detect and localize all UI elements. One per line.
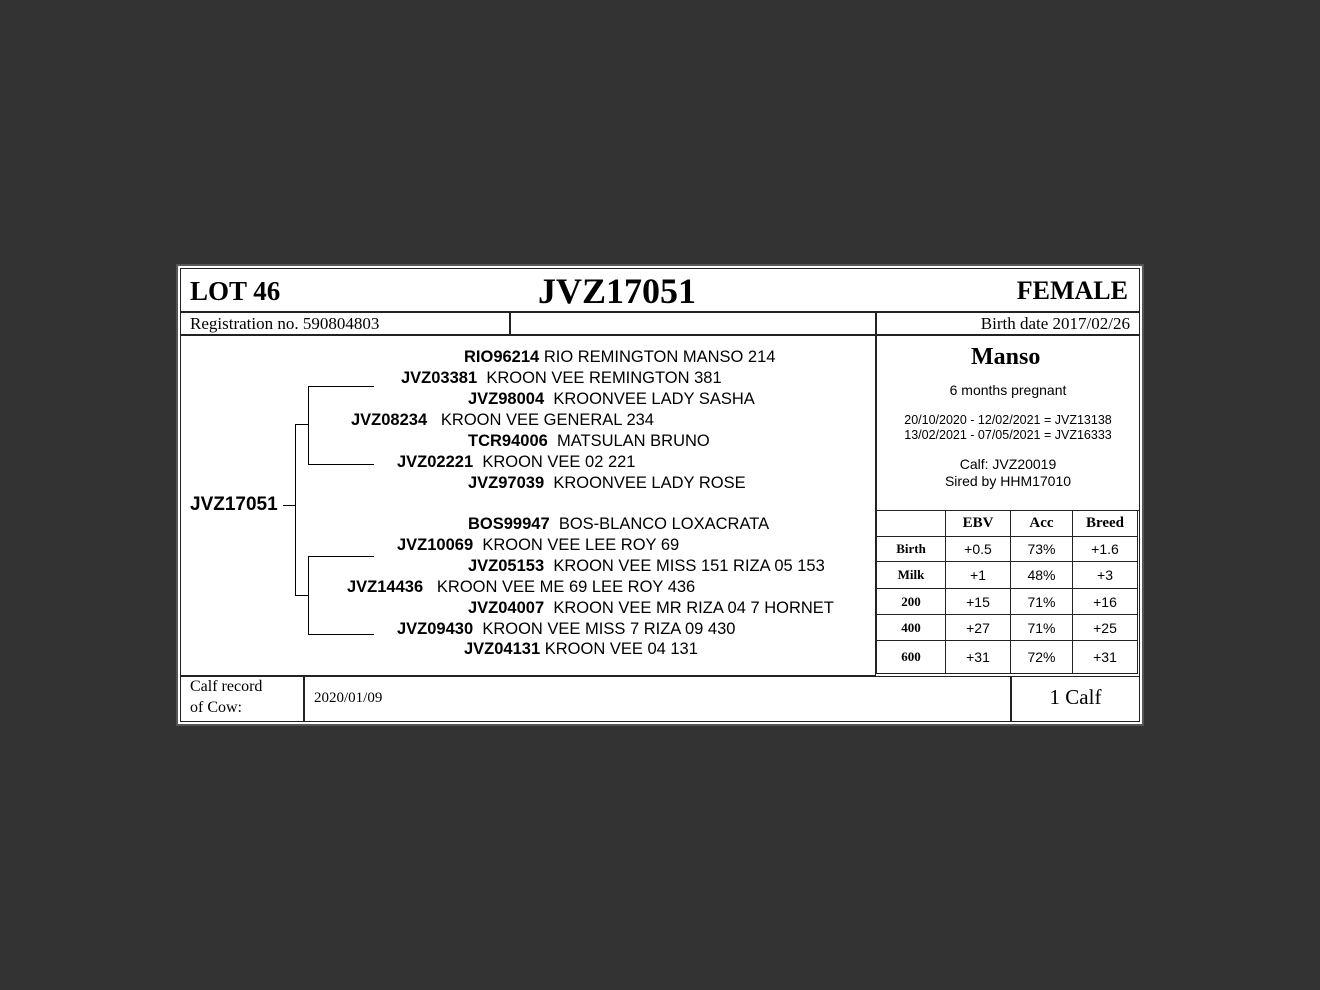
ebv-value: +0.5 — [946, 537, 1011, 562]
calf-count: 1 Calf — [1049, 685, 1102, 709]
table-row — [877, 641, 1138, 674]
pedigree-line — [308, 556, 374, 557]
ebv-header-row — [877, 511, 1138, 537]
pedigree-sire — [351, 411, 654, 430]
table-row — [877, 537, 1138, 562]
animal-name: KROON VEE MISS 7 RIZA 09 430 — [482, 620, 736, 638]
pedigree-dam-sire-dam — [468, 557, 825, 576]
lot-card — [176, 264, 1144, 726]
pedigree-dam-sire — [397, 536, 679, 555]
pedigree-sire-dam-dam — [468, 474, 746, 493]
animal-name: KROON VEE 04 131 — [544, 640, 698, 658]
row-label: 200 — [877, 589, 946, 615]
breed-value: +31 — [1073, 641, 1138, 674]
animal-id: JVZ97039 — [468, 474, 545, 492]
pedigree-dam-dam-sire — [468, 599, 834, 618]
pedigree-dam-sire-sire — [468, 515, 769, 534]
row-label: Milk — [877, 562, 946, 589]
animal-name: KROONVEE LADY SASHA — [553, 390, 755, 408]
animal-name: KROON VEE ME 69 LEE ROY 436 — [436, 578, 696, 596]
pedigree-sire-sire-sire — [464, 348, 775, 367]
animal-name: KROONVEE LADY ROSE — [553, 474, 746, 492]
animal-id: JVZ02221 — [397, 453, 474, 471]
pedigree-dam-dam — [397, 620, 735, 639]
registration-middle-cell — [510, 312, 876, 335]
animal-id: JVZ04131 — [464, 640, 541, 658]
pedigree-line — [308, 556, 309, 634]
pedigree-sire-dam — [397, 453, 636, 472]
pedigree-subject: JVZ17051 — [190, 494, 278, 515]
sex-label: FEMALE — [1016, 276, 1128, 305]
table-row — [877, 589, 1138, 615]
calf-id: Calf: JVZ20019 — [959, 456, 1057, 472]
animal-id: JVZ08234 — [351, 411, 428, 429]
animal-name: KROON VEE LEE ROY 69 — [482, 536, 680, 554]
breed-name: Manso — [971, 344, 1041, 370]
animal-id: BOS99947 — [468, 515, 550, 533]
pedigree-sire-sire-dam — [468, 390, 755, 409]
animal-name: MATSULAN BRUNO — [556, 432, 710, 450]
pedigree-sire-dam-sire — [468, 432, 710, 451]
column-header: Breed — [1073, 511, 1138, 537]
table-corner — [877, 511, 946, 537]
row-label: 600 — [877, 641, 946, 674]
column-header: EBV — [946, 511, 1011, 537]
animal-id: JVZ14436 — [347, 578, 424, 596]
breed-value: +1.6 — [1073, 537, 1138, 562]
animal-id-title: JVZ17051 — [538, 271, 697, 311]
acc-value: 71% — [1011, 589, 1073, 615]
pedigree-line — [308, 634, 374, 635]
acc-value: 48% — [1011, 562, 1073, 589]
calf-record-dates-cell — [304, 676, 1011, 722]
breed-value: +25 — [1073, 615, 1138, 641]
animal-name: RIO REMINGTON MANSO 214 — [543, 348, 776, 366]
animal-id: JVZ09430 — [397, 620, 474, 638]
ebv-value: +1 — [946, 562, 1011, 589]
pedigree-line — [308, 386, 374, 387]
animal-id: RIO96214 — [464, 348, 540, 366]
lot-number: LOT 46 — [190, 276, 281, 306]
row-label: 400 — [877, 615, 946, 641]
calf-record-label-line1: Calf record — [190, 678, 263, 695]
pedigree-line — [283, 505, 295, 506]
animal-name: BOS-BLANCO LOXACRATA — [558, 515, 770, 533]
birth-date: Birth date 2017/02/26 — [980, 314, 1130, 333]
acc-value: 72% — [1011, 641, 1073, 674]
service-period-2: 13/02/2021 - 07/05/2021 = JVZ16333 — [904, 428, 1112, 442]
ebv-value: +27 — [946, 615, 1011, 641]
animal-id: JVZ05153 — [468, 557, 545, 575]
animal-id: TCR94006 — [468, 432, 548, 450]
animal-name: KROON VEE 02 221 — [482, 453, 636, 471]
breed-value: +16 — [1073, 589, 1138, 615]
ebv-value: +31 — [946, 641, 1011, 674]
pedigree-sire-sire — [401, 369, 722, 388]
sired-by: Sired by HHM17010 — [944, 473, 1072, 489]
animal-name: KROON VEE REMINGTON 381 — [486, 369, 722, 387]
row-label: Birth — [877, 537, 946, 562]
pedigree-dam-dam-dam — [464, 640, 698, 659]
acc-value: 73% — [1011, 537, 1073, 562]
ebv-value: +15 — [946, 589, 1011, 615]
animal-id: JVZ04007 — [468, 599, 545, 617]
pregnancy-status: 6 months pregnant — [949, 382, 1067, 398]
pedigree-line — [308, 464, 374, 465]
animal-id: JVZ98004 — [468, 390, 545, 408]
breed-value: +3 — [1073, 562, 1138, 589]
animal-id: JVZ10069 — [397, 536, 474, 554]
animal-name: KROON VEE GENERAL 234 — [440, 411, 654, 429]
animal-name: KROON VEE MR RIZA 04 7 HORNET — [553, 599, 834, 617]
table-row — [877, 615, 1138, 641]
column-header: Acc — [1011, 511, 1073, 537]
registration-number: Registration no. 590804803 — [190, 314, 380, 333]
calf-record-label-line2: of Cow: — [190, 699, 242, 716]
table-row — [877, 562, 1138, 589]
pedigree-line — [308, 386, 309, 464]
calf-record-dates: 2020/01/09 — [314, 690, 383, 706]
pedigree-dam — [347, 578, 695, 597]
animal-name: KROON VEE MISS 151 RIZA 05 153 — [553, 557, 825, 575]
pedigree-line — [295, 424, 308, 425]
acc-value: 71% — [1011, 615, 1073, 641]
pedigree-line — [295, 424, 296, 595]
ebv-table — [876, 510, 1138, 674]
animal-id: JVZ03381 — [401, 369, 478, 387]
service-period-1: 20/10/2020 - 12/02/2021 = JVZ13138 — [904, 413, 1112, 427]
pedigree-line — [295, 595, 308, 596]
